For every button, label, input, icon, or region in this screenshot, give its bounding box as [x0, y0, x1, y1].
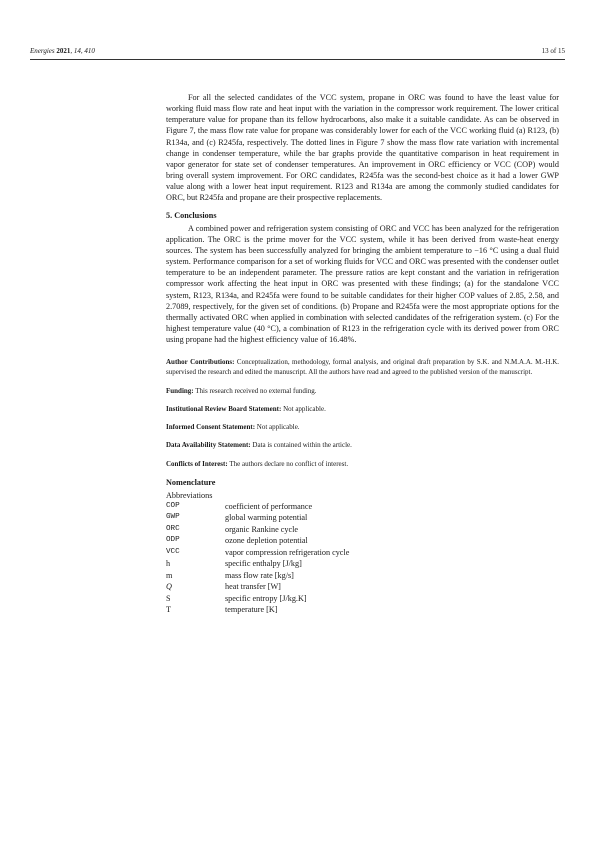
journal-citation — [30, 47, 95, 55]
table-row — [166, 512, 349, 524]
funding-statement — [166, 386, 559, 396]
nomenclature-definition: ozone depletion potential — [225, 536, 308, 546]
back-matter — [166, 357, 559, 468]
nomenclature-definition: organic Rankine cycle — [225, 524, 299, 534]
conflicts-statement — [166, 459, 559, 469]
table-row — [166, 570, 349, 582]
nomenclature-symbol: m — [166, 570, 173, 580]
nomenclature-definition: specific enthalpy [J/kg] — [225, 559, 302, 569]
author-contributions — [166, 357, 559, 377]
nomenclature-symbol: T — [166, 605, 172, 615]
journal-year: 2021 — [56, 47, 71, 55]
abbreviations-subheading: Abbreviations — [166, 490, 213, 500]
table-row — [166, 558, 349, 570]
main-content — [166, 92, 559, 616]
table-row — [166, 604, 349, 616]
irb-statement — [166, 404, 559, 414]
table-row — [166, 547, 349, 559]
data-availability-label: Data Availability Statement: — [166, 441, 251, 450]
nomenclature-definition: specific entropy [J/kg.K] — [225, 593, 307, 603]
nomenclature-definition: temperature [K] — [225, 605, 278, 615]
table-row — [166, 501, 349, 513]
conflicts-label: Conflicts of Interest: — [166, 459, 228, 468]
nomenclature-definition: vapor compression refrigeration cycle — [225, 547, 350, 557]
nomenclature-symbol: VCC — [166, 547, 180, 556]
consent-text: Not applicable. — [255, 423, 300, 432]
nomenclature-definition: mass flow rate [kg/s] — [225, 570, 294, 580]
nomenclature-symbol: Q — [166, 582, 172, 592]
conclusions-paragraph: A combined power and refrigeration system consisting of ORC and VCC has been analyzed for the refrigeration application. The ORC is the prime mover for the VCC system, while it has been derived from waste-heat energy sources. The system has been successfully analyzed for bringing the ambient temperature to −16 °C using a dual fluid system. Performance comparison for a set of working fluids for VCC and ORC was presented with the condenser outlet temperature to be an independent parameter. The pressure ratios are kept constant and the variation in refrigeration compressor work affecting the heat input in ORC was presented with these findings; (a) for the standalone VCC system, R123, R134a, and R245fa were found to be suitable candidates for their higher COP values of 2.85, 2.58, and 2.7089, respectively, for the given set of conditions. (b) Propane and R245fa were the most appropriate options for the thermally activated ORC when applied in combination with selected candidates of the refrigeration system. (c) For the highest temperature value (40 °C), a combination of R123 in the refrigeration cycle with its derived power from ORC using propane had the highest efficiency value of 16.48%. — [166, 223, 559, 345]
journal-volume: , 14, 410 — [70, 47, 95, 55]
results-paragraph: For all the selected candidates of the VCC system, propane in ORC was found to have the least value for working fluid mass flow rate and heat input with the variation in the compressor work requirement. The lower critical temperature value for propane than its fellow hydrocarbons, also make it a suitable candidate. As can be observed in Figure 7, the mass flow rate value for propane was considerably lower for each of the VCC working fluid (a) R123, (b) R134a, and (c) R245fa, respectively. The dotted lines in Figure 7 show the mass flow rate variation with incremental change in condenser temperature, while the bar graphs provide the quantitative comparison in heat requirement in vapor generator for state set of condenser temperatures. An improvement in ORC efficiency or VCC (COP) would bring overall system improvement. For ORC candidates, R245fa was the second-best choice as it had a lower GWP value along with a lower heat input requirement. R123 and R134a are among the commonly studied candidates for ORC, but R245fa and propane are their prospective replacements. — [166, 93, 559, 203]
nomenclature-symbol: GWP — [166, 513, 180, 522]
journal-name: Energies — [30, 47, 55, 55]
nomenclature-definition: global warming potential — [225, 513, 308, 523]
nomenclature-symbol: S — [166, 593, 171, 603]
page-number: 13 of 15 — [541, 47, 565, 55]
author-contributions-text: Conceptualization, methodology, formal analysis, and original draft preparation by S.K. and N.M.A.A. M.-H.K. supervised the research and edited the manuscript. All the authors have read and agreed to the published version of the manuscript. — [166, 358, 560, 377]
nomenclature-symbol: ODP — [166, 536, 180, 545]
conflicts-text: The authors declare no conflict of interest. — [227, 459, 349, 468]
nomenclature-heading: Nomenclature — [166, 477, 216, 487]
nomenclature-table — [166, 501, 349, 616]
nomenclature-symbol: ORC — [166, 524, 180, 533]
table-row — [166, 593, 349, 605]
table-row — [166, 535, 349, 547]
funding-label: Funding: — [166, 386, 194, 395]
funding-text: This research received no external funding. — [193, 386, 317, 395]
table-row — [166, 581, 349, 593]
data-availability-statement — [166, 440, 559, 450]
header-divider — [30, 59, 565, 60]
consent-statement — [166, 422, 559, 432]
nomenclature-symbol: h — [166, 559, 171, 569]
table-row — [166, 524, 349, 536]
data-availability-text: Data is contained within the article. — [250, 441, 352, 450]
author-contributions-label: Author Contributions: — [166, 358, 235, 367]
irb-label: Institutional Review Board Statement: — [166, 404, 282, 413]
irb-text: Not applicable. — [281, 404, 326, 413]
nomenclature-definition: heat transfer [W] — [225, 582, 281, 592]
section-heading-conclusions: 5. Conclusions — [166, 210, 217, 220]
page-header — [30, 47, 565, 55]
nomenclature-definition: coefficient of performance — [225, 501, 313, 511]
nomenclature-symbol: COP — [166, 501, 180, 510]
consent-label: Informed Consent Statement: — [166, 423, 256, 432]
